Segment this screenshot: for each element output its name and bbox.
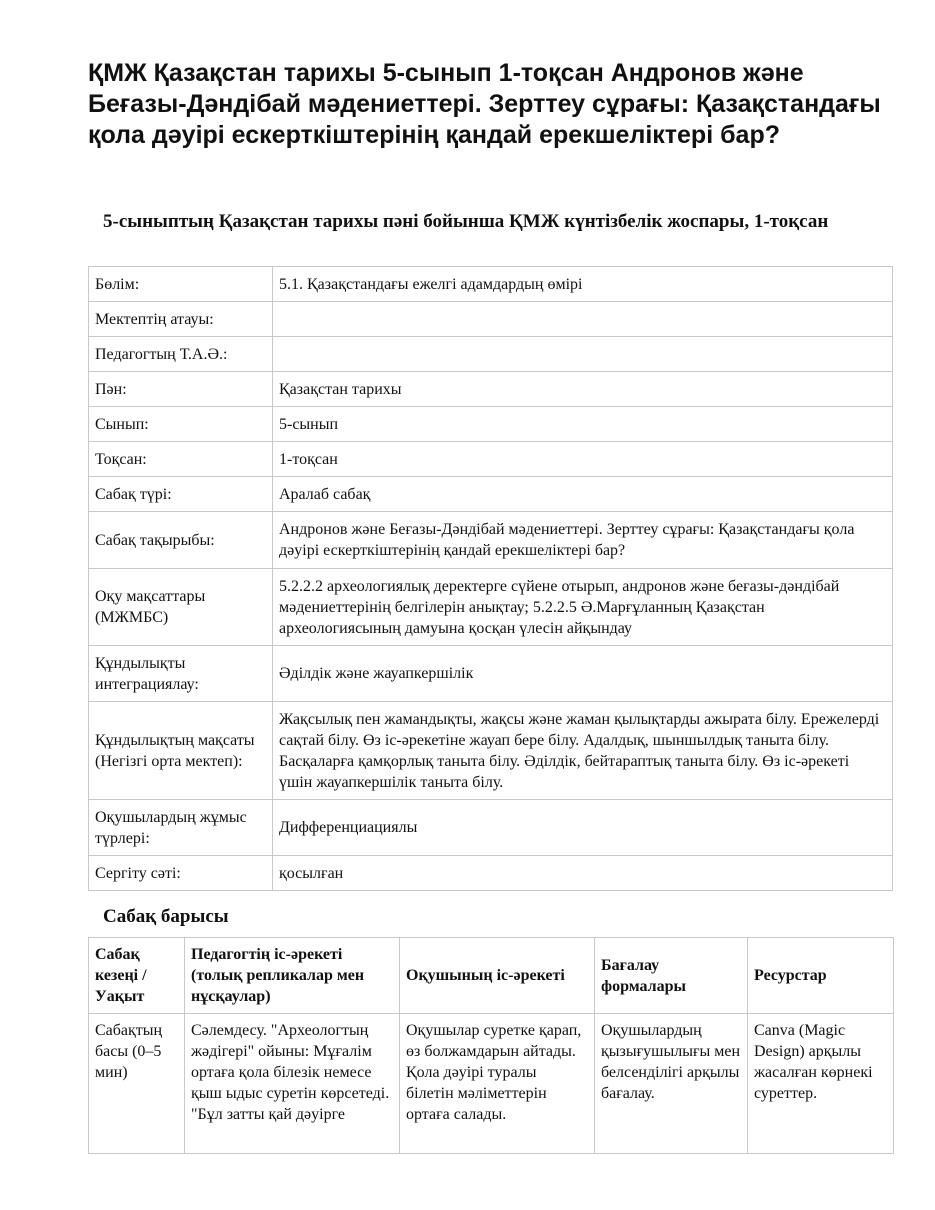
info-row	[89, 302, 893, 337]
info-row	[89, 267, 893, 302]
info-row	[89, 702, 893, 800]
lesson-cell-text: Сәлемдесу. "Археологтың жәдігері" ойыны: Мұғалім ортаға қола білезік немесе қыш ыдыс суретін көрсетеді. "Бұл затты қай дәуірге	[191, 1022, 390, 1123]
info-row	[89, 477, 893, 512]
info-key: Сабақ тақырыбы:	[89, 512, 273, 569]
info-row	[89, 646, 893, 702]
info-value	[273, 302, 893, 337]
info-row	[89, 800, 893, 856]
info-value: қосылған	[273, 856, 893, 891]
info-row	[89, 442, 893, 477]
lesson-cell-text: Сабақтың басы (0–5 мин)	[95, 1022, 163, 1081]
info-key: Сабақ түрі:	[89, 477, 273, 512]
info-value: 5-сынып	[273, 407, 893, 442]
info-value: Аралаб сабақ	[273, 477, 893, 512]
lesson-table	[88, 937, 894, 1154]
info-key: Пән:	[89, 372, 273, 407]
info-key: Сергіту сәті:	[89, 856, 273, 891]
info-value: 1-тоқсан	[273, 442, 893, 477]
lesson-column-header: Ресурстар	[748, 938, 894, 1014]
lesson-cell	[185, 1014, 400, 1154]
info-key: Тоқсан:	[89, 442, 273, 477]
page-title: ҚМЖ Қазақстан тарихы 5-сынып 1-тоқсан Андронов және Беғазы-Дәндібай мәдениеттері. Зерттеу сұрағы: Қазақстандағы қола дәуірі ескерткіштерінің қандай ерекшеліктері бар?	[88, 59, 881, 149]
lesson-header-row	[89, 938, 894, 1014]
info-row	[89, 569, 893, 646]
lesson-cell	[400, 1014, 595, 1154]
lesson-column-header: Педагогтің іс-әрекеті (толық репликалар мен нұсқаулар)	[185, 938, 400, 1014]
info-value: 5.1. Қазақстандағы ежелгі адамдардың өмірі	[273, 267, 893, 302]
info-row	[89, 856, 893, 891]
info-value: 5.2.2.2 археологиялық деректерге сүйене отырып, андронов және беғазы-дәндібай мәдениеттерінің белгілерін анықтау; 5.2.2.5 Ә.Марғұланның Қазақстан археологиясының дамуына қосқан үлесін айқындау	[273, 569, 893, 646]
info-key: Сынып:	[89, 407, 273, 442]
lesson-column-header: Сабақ кезеңі / Уақыт	[89, 938, 185, 1014]
info-key: Мектептің атауы:	[89, 302, 273, 337]
info-value: Жақсылық пен жамандықты, жақсы және жаман қылықтарды ажырата білу. Ережелерді сақтай білу. Өз іс-әрекетіне жауап бере білу. Адалдық, шыншылдық таныта білу. Басқаларға қамқорлық таныта білу. Әділдік, бейтараптық таныта білу. Өз іс-әрекеті үшін жауапкершілік таныта білу.	[273, 702, 893, 800]
lesson-cell-text: Оқушылар суретке қарап, өз болжамдарын айтады. Қола дәуірі туралы білетін мәліметтерін ортаға салады.	[406, 1022, 582, 1123]
info-row	[89, 407, 893, 442]
info-key: Құндылықты интеграциялау:	[89, 646, 273, 702]
lesson-cell-text: Оқушылардың қызығушылығы мен белсенділігі арқылы бағалау.	[601, 1022, 741, 1102]
info-table	[88, 266, 893, 891]
info-key: Құндылықтың мақсаты (Негізгі орта мектеп):	[89, 702, 273, 800]
info-value	[273, 337, 893, 372]
info-row	[89, 372, 893, 407]
lesson-cell-text: Canva (Magic Design) арқылы жасалған көрнекі суреттер.	[754, 1022, 873, 1102]
lesson-row	[89, 1014, 894, 1154]
lesson-cell	[748, 1014, 894, 1154]
lesson-column-header: Оқушының іс-әрекеті	[400, 938, 595, 1014]
lesson-column-header: Бағалау формалары	[595, 938, 748, 1014]
lesson-cell	[595, 1014, 748, 1154]
lesson-heading: Сабақ барысы	[103, 906, 229, 927]
info-value: Қазақстан тарихы	[273, 372, 893, 407]
info-value: Андронов және Беғазы-Дәндібай мәдениеттері. Зерттеу сұрағы: Қазақстандағы қола дәуірі ескерткіштерінің қандай ерекшеліктері бар?	[273, 512, 893, 569]
lesson-cell	[89, 1014, 185, 1154]
plan-heading: 5-сыныптың Қазақстан тарихы пәні бойынша ҚМЖ күнтізбелік жоспары, 1-тоқсан	[103, 211, 829, 232]
info-key: Оқу мақсаттары (МЖМБС)	[89, 569, 273, 646]
info-key: Педагогтың Т.А.Ә.:	[89, 337, 273, 372]
info-row	[89, 337, 893, 372]
info-row	[89, 512, 893, 569]
info-value: Әділдік және жауапкершілік	[273, 646, 893, 702]
info-key: Оқушылардың жұмыс түрлері:	[89, 800, 273, 856]
info-key: Бөлім:	[89, 267, 273, 302]
info-value: Дифференциациялы	[273, 800, 893, 856]
